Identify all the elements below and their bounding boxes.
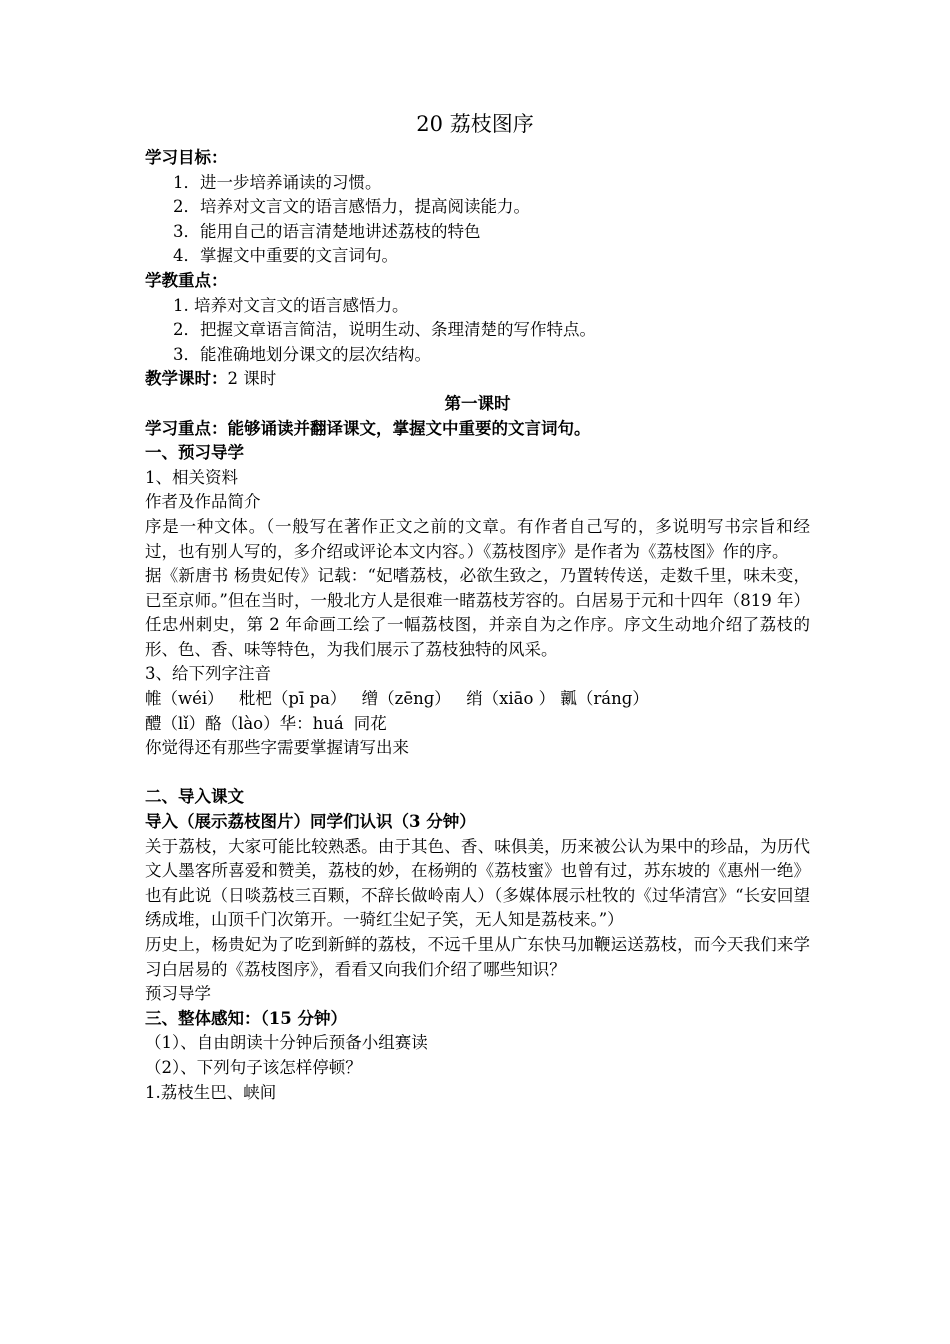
- pinyin-item: 同花: [353, 713, 387, 733]
- objective-item: 1．进一步培养诵读的习惯。: [173, 172, 382, 192]
- section-heading: 三、整体感知：（15 分钟）: [145, 1008, 347, 1028]
- pinyin-item: 缯（zēnɡ）: [361, 689, 451, 709]
- paragraph: 历史上，杨贵妃为了吃到新鲜的荔枝，不远千里从广东快马加鞭运送荔枝，而今天我们来学习白居易的《荔枝图序》，看看又向我们介绍了哪些知识？: [145, 935, 810, 979]
- pinyin-item: 瓤（ránɡ）: [560, 689, 649, 709]
- key-point-item: 1. 培养对文言文的语言感悟力。: [173, 295, 409, 315]
- objective-item: 3．能用自己的语言清楚地讲述荔枝的特色: [173, 221, 481, 241]
- key-point-item: 2．把握文章语言简洁，说明生动、条理清楚的写作特点。: [173, 320, 596, 340]
- key-points-heading: 学教重点：: [145, 270, 228, 290]
- objectives-heading: 学习目标：: [145, 148, 228, 167]
- pinyin-item: 枇杷（pī pa）: [238, 689, 347, 709]
- key-point-item: 3．能准确地划分课文的层次结构。: [173, 344, 431, 364]
- pinyin-item: 帷（wéi）: [145, 689, 224, 709]
- pinyin-item: 醴（lǐ）: [145, 713, 206, 733]
- objective-item: 4．掌握文中重要的文言词句。: [173, 246, 398, 266]
- pinyin-item: 酪（lào）: [205, 713, 280, 733]
- plain-line: 预习导学: [145, 984, 211, 1004]
- subsection-label: 作者及作品简介: [145, 492, 261, 512]
- subsection-label: 3、给下列字注音: [145, 664, 271, 684]
- subsection-label: 1、相关资料: [145, 467, 238, 487]
- paragraph: 据《新唐书 杨贵妃传》记载：“妃嗜荔枝，必欲生致之，乃置转传送，走数千里，味未变，已至京师。”但在当时，一般北方人是很难一睹荔枝芳容的。白居易于元和十四年（819 年）任忠州刺史，第 2 年命画工绘了一幅荔枝图，并亲自为之作序。序文生动地介绍了荔枝的形、色、香、味等特色，为我们展示了荔枝独特的风采。: [145, 566, 810, 659]
- pinyin-line: [145, 712, 810, 737]
- lesson-hours-label: 教学课时：: [145, 369, 228, 389]
- plain-line: 1.荔枝生巴、峡间: [145, 1082, 277, 1102]
- note-line: 你觉得还有那些字需要掌握请写出来: [145, 738, 409, 758]
- pinyin-line: [145, 687, 810, 712]
- paragraph: 序是一种文体。（一般写在著作正文之前的文章。有作者自己写的，多说明写书宗旨和经过，也有别人写的，多介绍或评论本文内容。）《荔枝图序》是作者为《荔枝图》作的序。: [145, 516, 810, 561]
- objective-item: 2．培养对文言文的语言感悟力，提高阅读能力。: [173, 197, 530, 217]
- section-heading: 一、预习导学: [145, 443, 244, 463]
- lesson-hours-value: 2 课时: [227, 369, 277, 389]
- intro-line: 导入（展示荔枝图片）同学们认识（3 分钟）: [145, 812, 476, 832]
- pinyin-item: 绡（xiāo ）: [466, 689, 556, 709]
- lesson-heading: 第一课时: [444, 393, 511, 413]
- lesson-focus: 学习重点：能够诵读并翻译课文，掌握文中重要的文言词句。: [145, 418, 591, 438]
- section-heading: 二、导入课文: [145, 787, 244, 807]
- document-title: 20 荔枝图序: [416, 112, 534, 136]
- document-body: [145, 146, 810, 1105]
- plain-line: （2）、下列句子该怎样停顿？: [145, 1057, 362, 1077]
- lesson-hours: [145, 367, 810, 392]
- pinyin-item: 华：huá: [279, 713, 344, 733]
- paragraph: 关于荔枝，大家可能比较熟悉。由于其色、香、味俱美，历来被公认为果中的珍品，为历代文人墨客所喜爱和赞美，荔枝的妙，在杨朔的《荔枝蜜》也曾有过，苏东坡的《惠州一绝》也有此说（日啖荔枝三百颗，不辞长做岭南人）（多媒体展示杜牧的《过华清宫》“长安回望绣成堆，山顶千门次第开。一骑红尘妃子笑，无人知是荔枝来。”）: [145, 836, 810, 930]
- plain-line: （1）、自由朗读十分钟后预备小组赛读: [145, 1033, 428, 1053]
